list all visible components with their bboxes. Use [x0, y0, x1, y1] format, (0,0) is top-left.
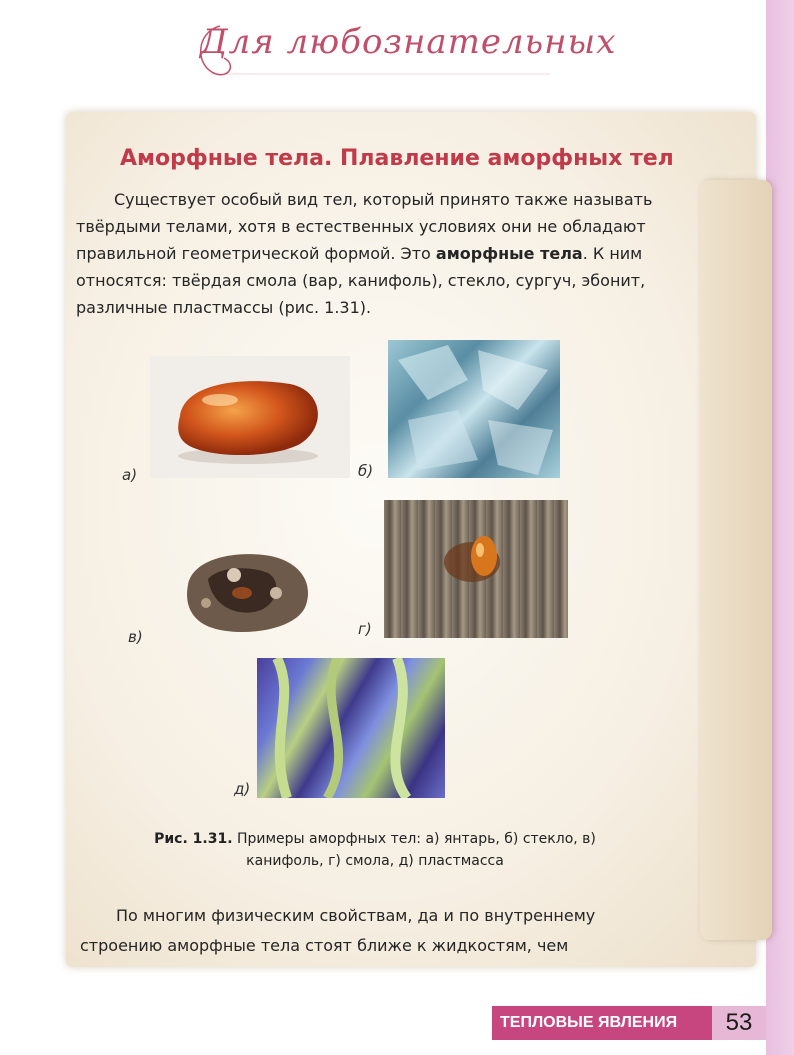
page-number: 53: [712, 1006, 766, 1040]
intro-bold-term: аморфные тела: [435, 244, 583, 263]
intro-text-end: . К ним относятся: твёрдая смола (вар, канифоль), стекло, сургуч, эбонит, различные пластмассы (рис. 1.31).: [76, 244, 646, 317]
rosin-image: [178, 545, 318, 640]
caption-lead: Рис. 1.31.: [154, 831, 233, 847]
intro-text-start: Существует особый вид тел, который принято также называть твёрдыми телами, хотя в естественных условиях они не обладают правильной геометрической формой. Это: [76, 190, 653, 263]
figure-label-e: д): [234, 780, 251, 798]
glass-image: [388, 340, 560, 478]
figure-label-a: а): [122, 466, 138, 484]
resin-image: [384, 500, 568, 638]
paper-curled-edge: [700, 180, 772, 940]
intro-paragraph: [76, 186, 666, 321]
bottom-paragraph: [80, 901, 640, 961]
figure-label-d: г): [358, 620, 372, 638]
figure-label-b: б): [358, 462, 374, 480]
amber-image: [150, 356, 350, 478]
header-title: Для любознательных: [200, 22, 617, 62]
figure-label-c: в): [128, 628, 143, 646]
figure-caption: [140, 828, 610, 872]
plastic-image: [257, 658, 445, 798]
footer-section-label: ТЕПЛОВЫЕ ЯВЛЕНИЯ: [500, 1014, 678, 1031]
bottom-paragraph-text: По многим физическим свойствам, да и по внутреннему строению аморфные тела стоят ближе к жидкостям, чем: [80, 906, 596, 955]
section-title: Аморфные тела. Плавление аморфных тел: [120, 146, 674, 171]
caption-text: Примеры аморфных тел: а) янтарь, б) стекло, в) канифоль, г) смола, д) пластмасса: [232, 831, 596, 869]
